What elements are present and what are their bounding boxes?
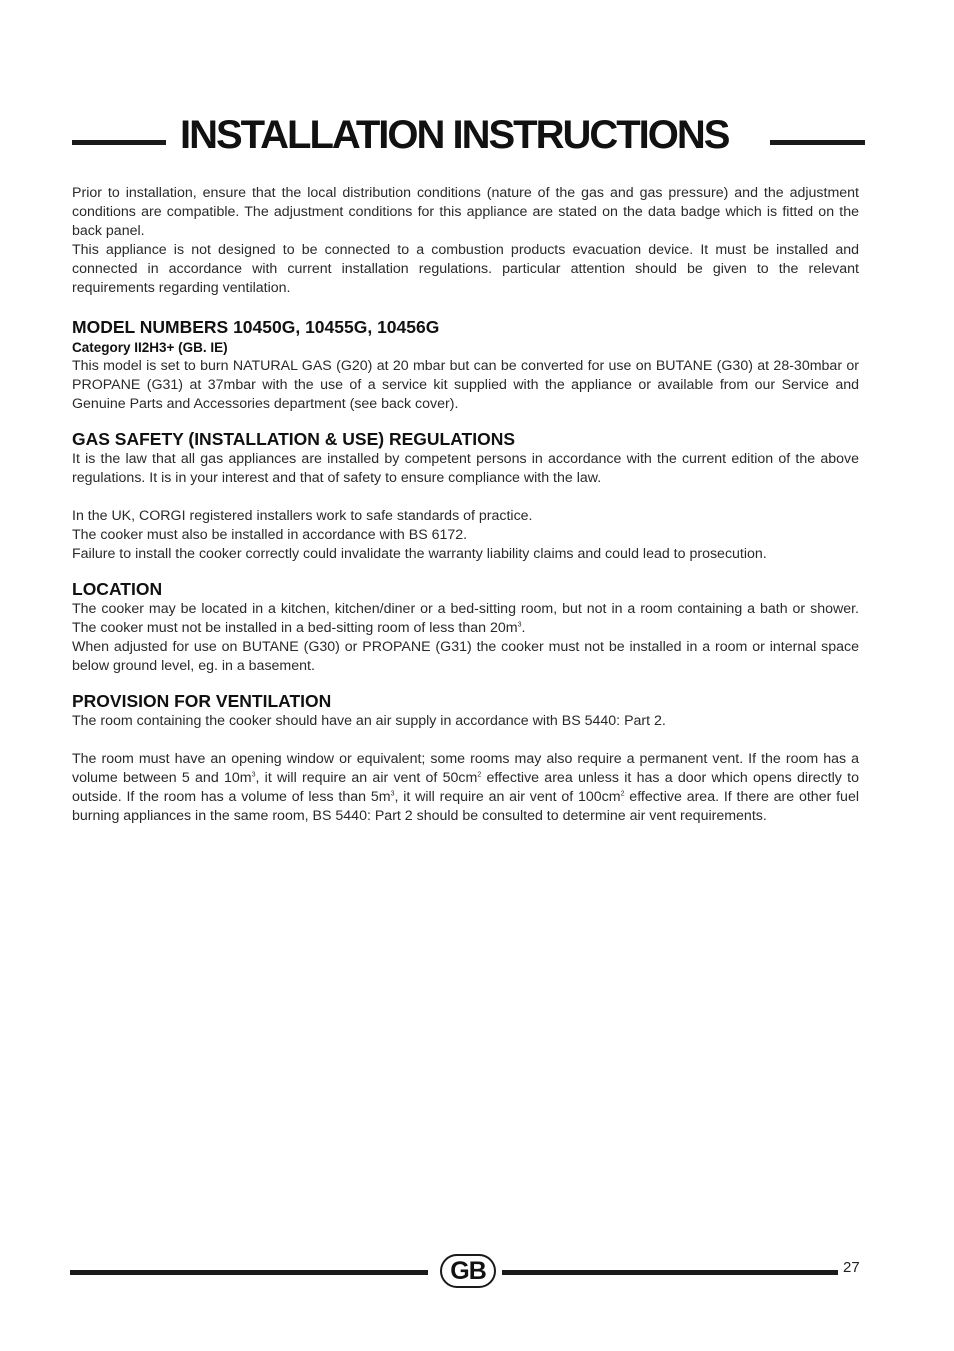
intro-paragraph-2: This appliance is not designed to be connected to a combustion products evacuation device. It must be installed and connected in accordance with current installation regulations. particular attention should be given to the relevant requirements regarding ventilation. — [72, 242, 859, 296]
title-rule-right — [770, 140, 865, 145]
gas-safety-paragraph-2: In the UK, CORGI registered installers work to safe standards of practice. — [72, 508, 533, 524]
superscript: 3 — [390, 790, 395, 798]
location-text: The cooker may be located in a kitchen, kitchen/diner or a bed-sitting room, but not in a room containing a bath or shower. The cooker must not be installed in a bed-sitting room of less than 20m — [72, 601, 859, 636]
gas-safety-heading: GAS SAFETY (INSTALLATION & USE) REGULATIONS — [72, 429, 516, 449]
location-paragraph-1 — [72, 600, 859, 638]
superscript: 2 — [620, 790, 625, 798]
ventilation-paragraph-2 — [72, 750, 859, 826]
model-section — [72, 316, 859, 414]
footer-rule-right — [502, 1270, 838, 1275]
title-row — [72, 112, 865, 158]
intro-section — [72, 184, 859, 298]
model-heading: MODEL NUMBERS 10450G, 10455G, 10456G — [72, 317, 440, 337]
ventilation-heading: PROVISION FOR VENTILATION — [72, 691, 332, 711]
gas-safety-paragraph-1: It is the law that all gas appliances are installed by competent persons in accordance with the current edition of the above regulations. It is in your interest and that of safety to ensure compliance with the law. — [72, 451, 859, 486]
gas-safety-section — [72, 428, 859, 564]
country-badge: GB — [440, 1254, 496, 1288]
ventilation-text-d: , it will require an air vent of 100cm — [394, 789, 621, 805]
page-title: INSTALLATION INSTRUCTIONS — [180, 113, 729, 157]
ventilation-text-b: , it will require an air vent of 50cm — [255, 770, 478, 786]
page-footer — [70, 1253, 862, 1289]
model-category: Category II2H3+ (GB. IE) — [72, 340, 228, 355]
title-rule-left — [72, 140, 166, 145]
model-paragraph: This model is set to burn NATURAL GAS (G20) at 20 mbar but can be converted for use on BUTANE (G30) at 28-30mbar or PROPANE (G31) at 37mbar with the use of a service kit supplied with the appliance or available from our Service and Genuine Parts and Accessories department (see back cover). — [72, 358, 859, 412]
footer-rule-left — [70, 1270, 428, 1275]
ventilation-paragraph-1: The room containing the cooker should have an air supply in accordance with BS 5440: Part 2. — [72, 713, 666, 729]
ventilation-text-a: The room must have an opening window or equivalent; some rooms may also require a permanent vent. If the room has a volume between 5 and 10m — [72, 751, 859, 786]
location-section — [72, 578, 859, 676]
superscript: 3 — [251, 771, 256, 779]
superscript: 3 — [517, 621, 522, 629]
location-heading: LOCATION — [72, 579, 163, 599]
document-body — [72, 184, 859, 826]
intro-paragraph-1: Prior to installation, ensure that the local distribution conditions (nature of the gas and gas pressure) and the adjustment conditions are compatible. The adjustment conditions for this appliance are stated on the data badge which is fitted on the back panel. — [72, 185, 859, 239]
page-number: 27 — [843, 1259, 860, 1276]
ventilation-section — [72, 690, 859, 826]
gas-safety-paragraph-4: Failure to install the cooker correctly could invalidate the warranty liability claims and could lead to prosecution. — [72, 546, 767, 562]
gas-safety-paragraph-3: The cooker must also be installed in accordance with BS 6172. — [72, 527, 468, 543]
ventilation-text-e: effective area. If there are other fuel burning appliances in the same room, BS 5440: Part 2 should be consulted to determine air vent requirements. — [72, 789, 859, 824]
ventilation-text-c: effective area unless it has a door which opens directly to outside. If the room has a volume of less than 5m — [72, 770, 859, 805]
superscript: 2 — [477, 771, 482, 779]
location-text-end: . — [521, 620, 526, 636]
location-paragraph-2: When adjusted for use on BUTANE (G30) or PROPANE (G31) the cooker must not be installed in a room or internal space below ground level, eg. in a basement. — [72, 639, 859, 674]
